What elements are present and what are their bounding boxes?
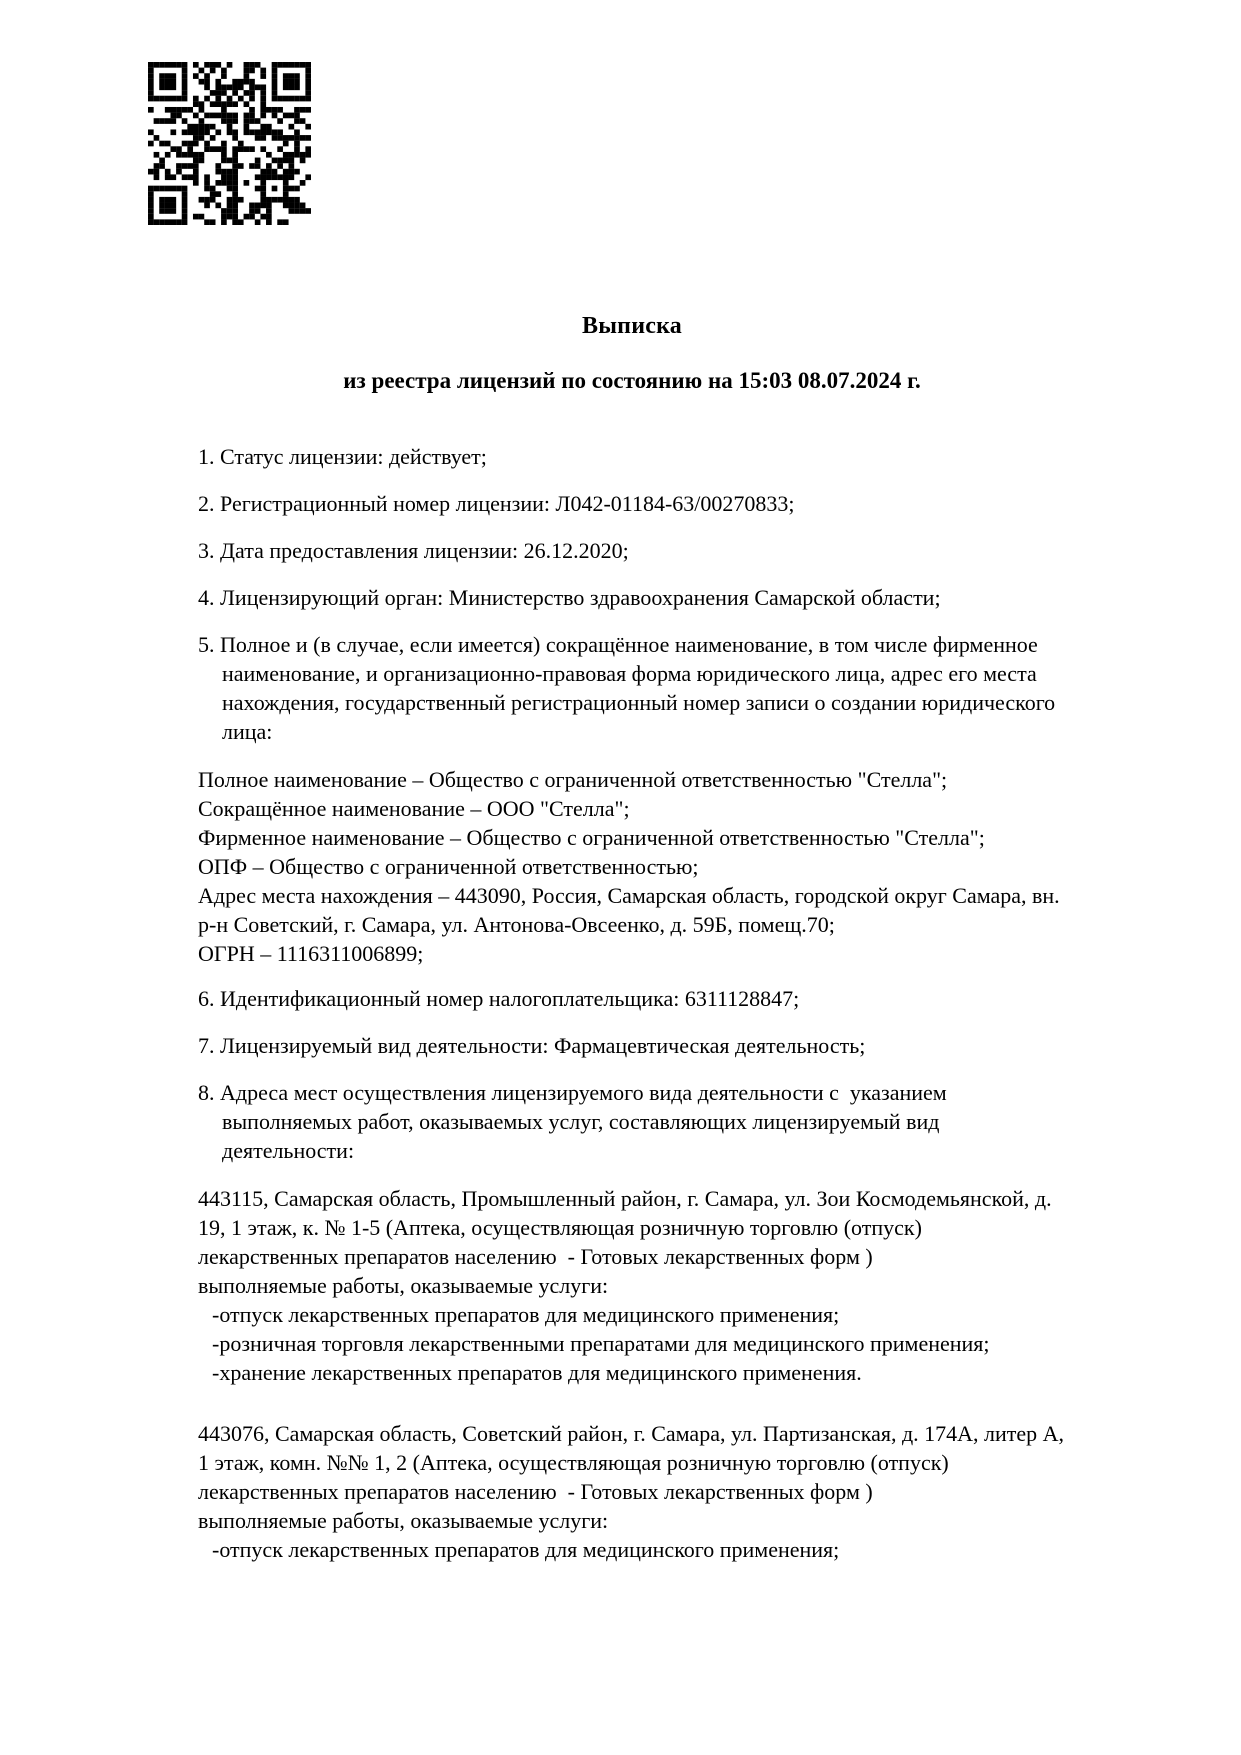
location-2-service-1: -отпуск лекарственных препаратов для медицинского применения; [212, 1537, 840, 1562]
company-ogrn: ОГРН – 1116311006899; [198, 941, 424, 966]
company-details [198, 765, 1066, 968]
document-body [198, 0, 1070, 1564]
location-2-works-label: выполняемые работы, оказываемые услуги: [198, 1508, 609, 1533]
item-legal-entity-intro: 5. Полное и (в случае, если имеется) сокращённое наименование, в том числе фирменное наименование, и организационно-правовая форма юридического лица, адрес его места нахождения, государственный регистрационный номер записи о создании юридического лица: [198, 632, 1061, 744]
location-2 [198, 1419, 1070, 1564]
company-full-name: Полное наименование – Общество с ограниченной ответственностью "Стелла"; [198, 767, 948, 792]
location-1-service-1: -отпуск лекарственных препаратов для медицинского применения; [212, 1302, 840, 1327]
location-1 [198, 1184, 1066, 1387]
location-2-address: 443076, Самарская область, Советский район, г. Самара, ул. Партизанская, д. 174А, литер А, 1 этаж, комн. №№ 1, 2 (Аптека, осуществляющая розничную торговлю (отпуск) лекарственных препаратов населению - Готовых лекарственных форм ) [198, 1421, 1070, 1504]
document-title: Выписка [582, 313, 682, 339]
company-brand-name: Фирменное наименование – Общество с ограниченной ответственностью "Стелла"; [198, 825, 985, 850]
item-license-status: 1. Статус лицензии: действует; [198, 444, 487, 469]
company-address: Адрес места нахождения – 443090, Россия, Самарская область, городской округ Самара, вн. р-н Советский, г. Самара, ул. Антонова-Овсеенко, д. 59Б, помещ.70; [198, 883, 1066, 937]
company-opf: ОПФ – Общество с ограниченной ответственностью; [198, 854, 699, 879]
item-grant-date: 3. Дата предоставления лицензии: 26.12.2020; [198, 538, 629, 563]
location-1-works-label: выполняемые работы, оказываемые услуги: [198, 1273, 609, 1298]
location-1-service-2: -розничная торговля лекарственными препаратами для медицинского применения; [212, 1331, 990, 1356]
location-1-service-3: -хранение лекарственных препаратов для медицинского применения. [212, 1360, 862, 1385]
item-inn: 6. Идентификационный номер налогоплательщика: 6311128847; [198, 986, 800, 1011]
item-registration-number: 2. Регистрационный номер лицензии: Л042-01184-63/00270833; [198, 491, 795, 516]
item-licensing-authority: 4. Лицензирующий орган: Министерство здравоохранения Самарской области; [198, 585, 941, 610]
document-subtitle: из реестра лицензий по состоянию на 15:03 08.07.2024 г. [343, 368, 921, 393]
item-activity-type: 7. Лицензируемый вид деятельности: Фармацевтическая деятельность; [198, 1033, 866, 1058]
item-addresses-intro: 8. Адреса мест осуществления лицензируемого вида деятельности с указанием выполняемых работ, оказываемых услуг, составляющих лицензируемый вид деятельности: [198, 1080, 953, 1163]
location-1-address: 443115, Самарская область, Промышленный район, г. Самара, ул. Зои Космодемьянской, д. 19, 1 этаж, к. № 1-5 (Аптека, осуществляющая розничную торговлю (отпуск) лекарственных препаратов населению - Готовых лекарственных форм ) [198, 1186, 1058, 1269]
company-short-name: Сокращённое наименование – ООО "Стелла"; [198, 796, 630, 821]
